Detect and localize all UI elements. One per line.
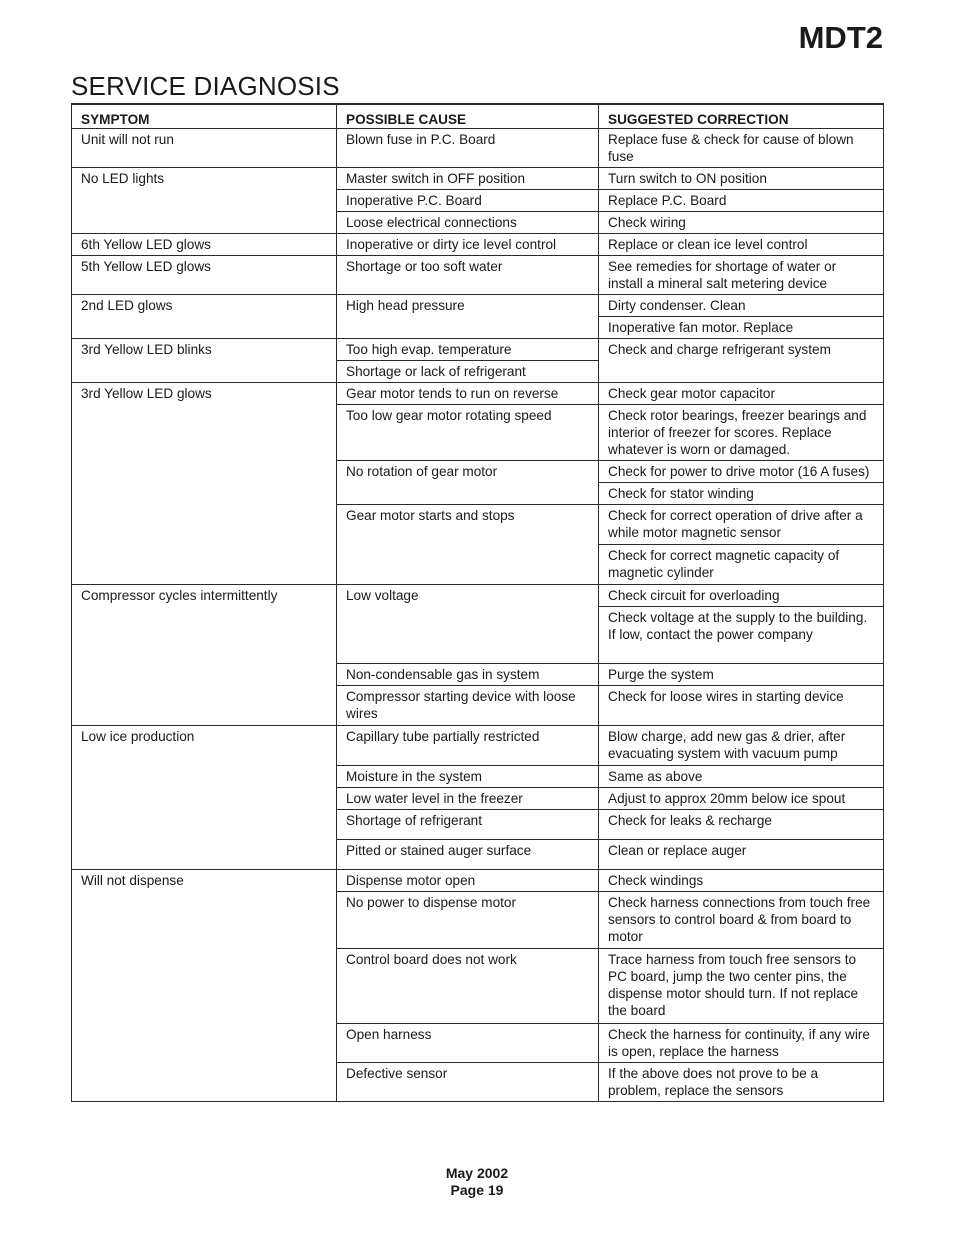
- correction-cell: If the above does not prove to be a problem, replace the sensors: [599, 1063, 884, 1102]
- cause-cell: High head pressure: [337, 295, 599, 339]
- symptom-cell: Unit will not run: [72, 129, 337, 168]
- correction-cell: Check for stator winding: [599, 483, 884, 505]
- correction-cell: Blow charge, add new gas & drier, after evacuating system with vacuum pump: [599, 726, 884, 766]
- cause-cell: Shortage or too soft water: [337, 256, 599, 295]
- correction-cell: See remedies for shortage of water or install a mineral salt metering device: [599, 256, 884, 295]
- correction-cell: Same as above: [599, 766, 884, 788]
- cause-cell: Defective sensor: [337, 1063, 599, 1102]
- correction-cell: Check for leaks & recharge: [599, 810, 884, 840]
- correction-cell: Dirty condenser. Clean: [599, 295, 884, 317]
- table-row: [72, 234, 884, 256]
- table-row: [72, 256, 884, 295]
- correction-cell: Check for power to drive motor (16 A fuses): [599, 461, 884, 483]
- correction-cell: Check for correct magnetic capacity of magnetic cylinder: [599, 545, 884, 585]
- correction-cell: Adjust to approx 20mm below ice spout: [599, 788, 884, 810]
- column-header-correction: SUGGESTED CORRECTION: [599, 104, 884, 129]
- table-row: [72, 585, 884, 607]
- column-header-symptom: SYMPTOM: [72, 104, 337, 129]
- symptom-cell: 2nd LED glows: [72, 295, 337, 339]
- cause-cell: No power to dispense motor: [337, 892, 599, 949]
- table-row: [72, 870, 884, 892]
- correction-cell: Check harness connections from touch free sensors to control board & from board to motor: [599, 892, 884, 949]
- correction-cell: Purge the system: [599, 664, 884, 686]
- correction-cell: Turn switch to ON position: [599, 168, 884, 190]
- cause-cell: Shortage or lack of refrigerant: [337, 361, 599, 383]
- cause-cell: Control board does not work: [337, 949, 599, 1024]
- symptom-cell: 3rd Yellow LED glows: [72, 383, 337, 585]
- correction-cell: Replace fuse & check for cause of blown fuse: [599, 129, 884, 168]
- table-row: [72, 168, 884, 190]
- correction-cell: Trace harness from touch free sensors to PC board, jump the two center pins, the dispense motor should turn. If not replace the board: [599, 949, 884, 1024]
- correction-cell: Check for correct operation of drive after a while motor magnetic sensor: [599, 505, 884, 545]
- page-footer: [0, 1165, 954, 1199]
- table-row: [72, 726, 884, 766]
- table-header-row: [72, 104, 884, 129]
- correction-cell: Check gear motor capacitor: [599, 383, 884, 405]
- table-row: [72, 129, 884, 168]
- cause-cell: Shortage of refrigerant: [337, 810, 599, 840]
- cause-cell: Low water level in the freezer: [337, 788, 599, 810]
- correction-cell: Check the harness for continuity, if any wire is open, replace the harness: [599, 1024, 884, 1063]
- correction-cell: Replace P.C. Board: [599, 190, 884, 212]
- cause-cell: Inoperative or dirty ice level control: [337, 234, 599, 256]
- symptom-cell: 5th Yellow LED glows: [72, 256, 337, 295]
- table-row: [72, 339, 884, 361]
- cause-cell: No rotation of gear motor: [337, 461, 599, 505]
- symptom-cell: Compressor cycles intermittently: [72, 585, 337, 726]
- correction-cell: Check wiring: [599, 212, 884, 234]
- footer-date: May 2002: [445, 1165, 509, 1181]
- correction-cell: Inoperative fan motor. Replace: [599, 317, 884, 339]
- cause-cell: Too low gear motor rotating speed: [337, 405, 599, 461]
- table-row: [72, 295, 884, 317]
- cause-cell: Compressor starting device with loose wires: [337, 686, 599, 726]
- footer-page-number: Page 19: [450, 1182, 504, 1198]
- cause-cell: Moisture in the system: [337, 766, 599, 788]
- cause-cell: Pitted or stained auger surface: [337, 840, 599, 870]
- correction-cell: Clean or replace auger: [599, 840, 884, 870]
- cause-cell: Too high evap. temperature: [337, 339, 599, 361]
- correction-cell: Check for loose wires in starting device: [599, 686, 884, 726]
- cause-cell: Open harness: [337, 1024, 599, 1063]
- correction-cell: Check windings: [599, 870, 884, 892]
- symptom-cell: Will not dispense: [72, 870, 337, 1102]
- correction-cell: Replace or clean ice level control: [599, 234, 884, 256]
- correction-cell: Check voltage at the supply to the building. If low, contact the power company: [599, 607, 884, 664]
- cause-cell: Low voltage: [337, 585, 599, 664]
- cause-cell: Gear motor tends to run on reverse: [337, 383, 599, 405]
- symptom-cell: 3rd Yellow LED blinks: [72, 339, 337, 383]
- cause-cell: Dispense motor open: [337, 870, 599, 892]
- cause-cell: Master switch in OFF position: [337, 168, 599, 190]
- cause-cell: Blown fuse in P.C. Board: [337, 129, 599, 168]
- correction-cell: Check and charge refrigerant system: [599, 339, 884, 383]
- service-diagnosis-table: [71, 103, 884, 1102]
- cause-cell: Gear motor starts and stops: [337, 505, 599, 585]
- section-title: SERVICE DIAGNOSIS: [71, 71, 340, 101]
- symptom-cell: 6th Yellow LED glows: [72, 234, 337, 256]
- correction-cell: Check rotor bearings, freezer bearings and interior of freezer for scores. Replace whatever is worn or damaged.: [599, 405, 884, 461]
- cause-cell: Non-condensable gas in system: [337, 664, 599, 686]
- model-code: MDT2: [798, 20, 883, 55]
- cause-cell: Inoperative P.C. Board: [337, 190, 599, 212]
- cause-cell: Capillary tube partially restricted: [337, 726, 599, 766]
- column-header-cause: POSSIBLE CAUSE: [337, 104, 599, 129]
- table-row: [72, 383, 884, 405]
- symptom-cell: No LED lights: [72, 168, 337, 234]
- correction-cell: Check circuit for overloading: [599, 585, 884, 607]
- symptom-cell: Low ice production: [72, 726, 337, 870]
- cause-cell: Loose electrical connections: [337, 212, 599, 234]
